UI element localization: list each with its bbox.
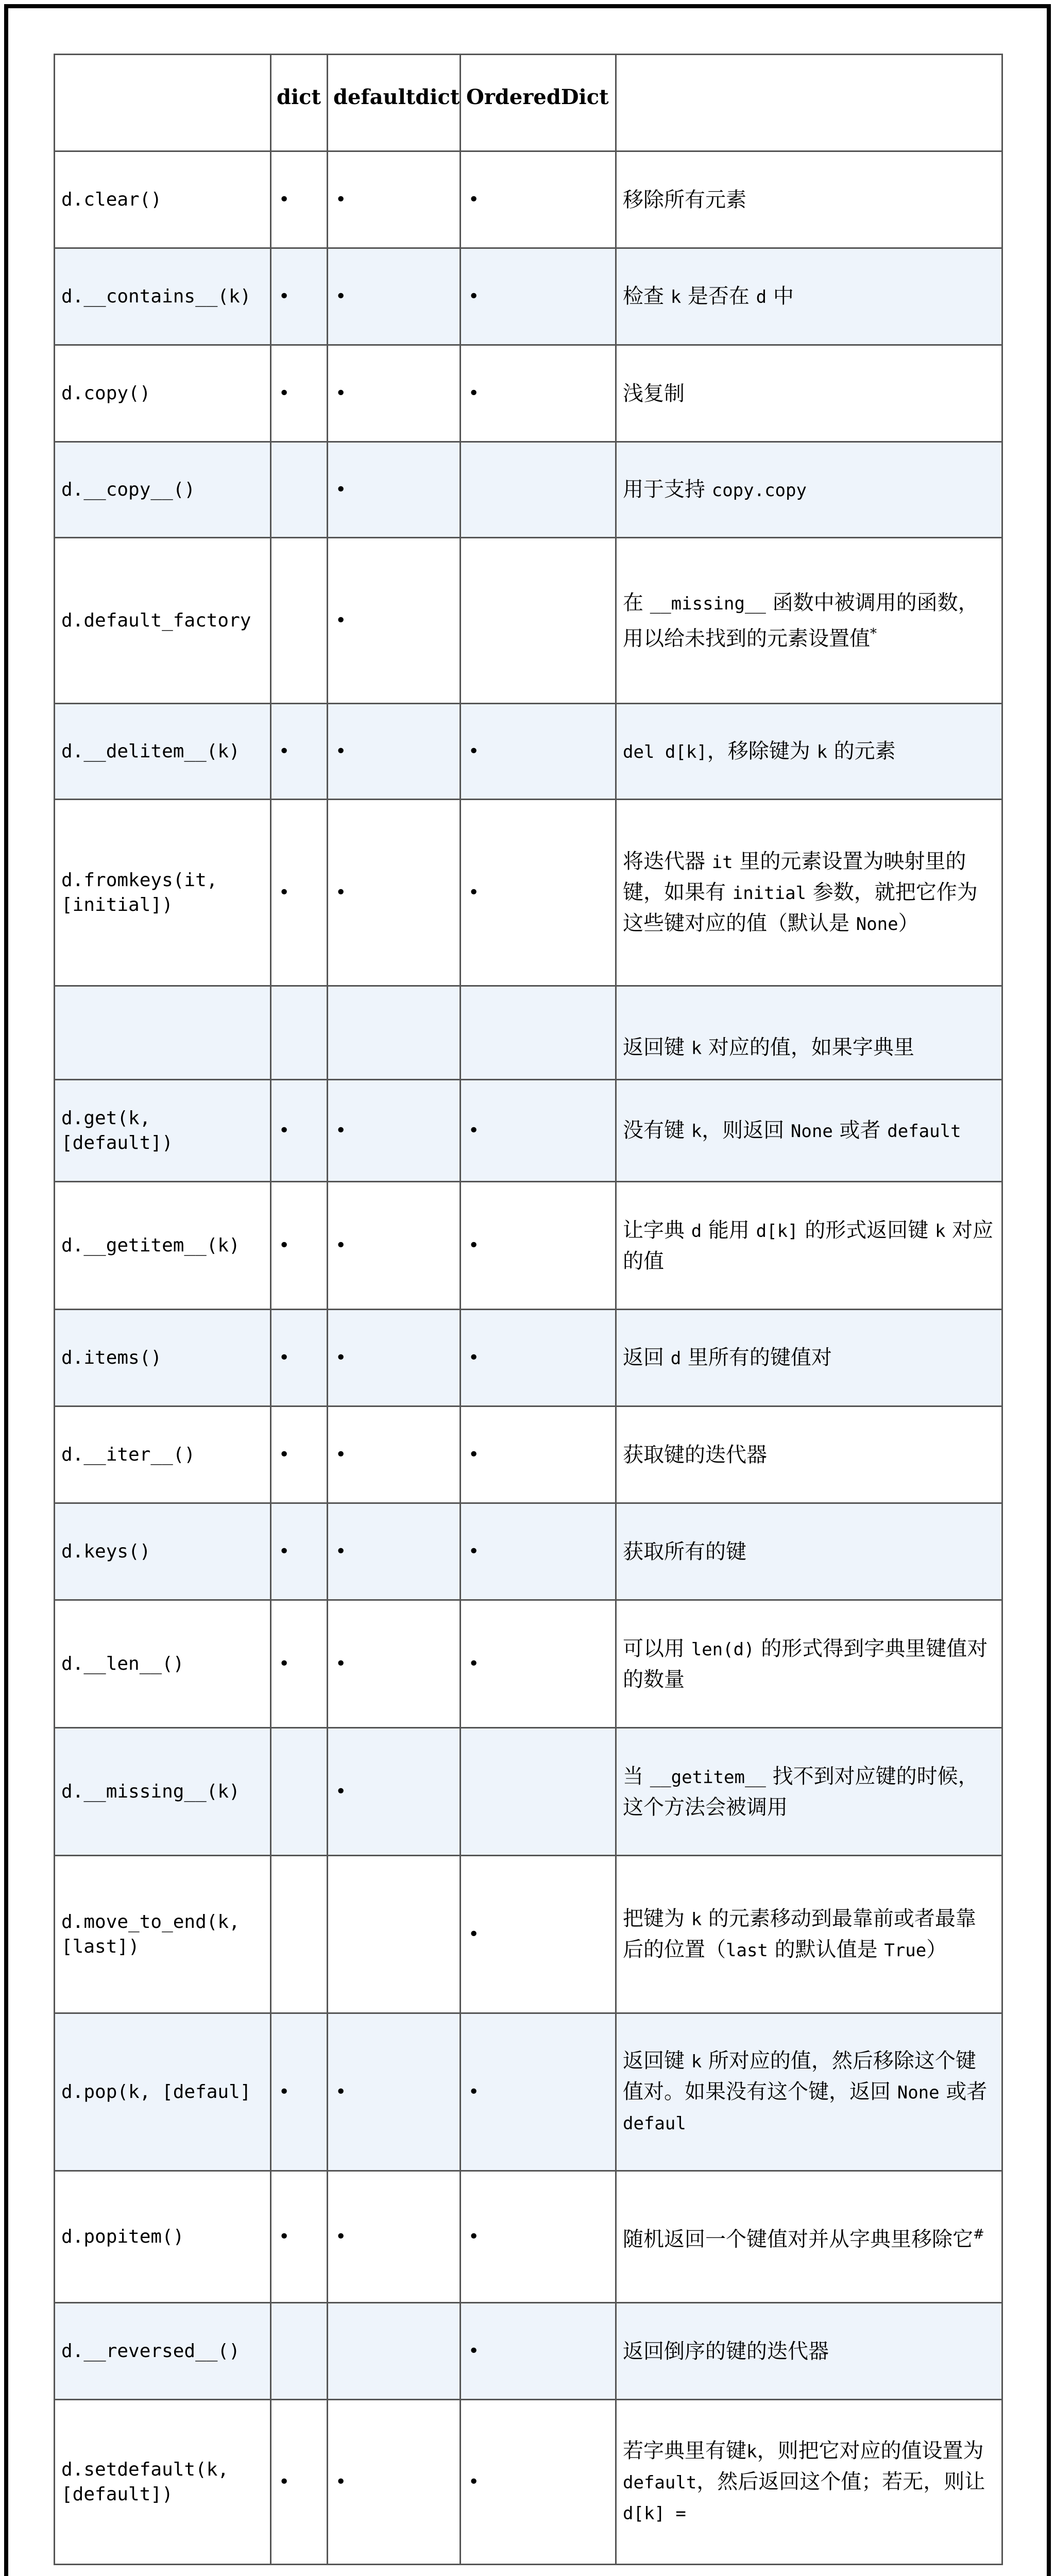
description-text: 没有键 (623, 1118, 691, 1142)
description-text: 用于支持 (623, 477, 712, 501)
description-text: 能用 (702, 1218, 756, 1242)
inline-code: defaul (623, 2113, 686, 2134)
method-description (616, 1728, 1002, 1856)
defaultdict-support-mark: • (328, 800, 461, 986)
inline-code: k (691, 2051, 702, 2072)
description-text: 随机返回一个键值对并从字典里移除它 (623, 2227, 973, 2251)
inline-code: None (856, 913, 898, 935)
method-name: d.get(k, [default]) (55, 1080, 271, 1182)
footnote-mark: * (870, 625, 877, 641)
method-name: d.__delitem__(k) (55, 704, 271, 800)
dict-support-mark: • (271, 2400, 328, 2565)
method-name: d.items() (55, 1310, 271, 1406)
ordereddict-support-mark: • (461, 1310, 616, 1406)
defaultdict-support-mark: • (328, 2171, 461, 2303)
inline-code: k (816, 741, 827, 762)
inline-code: del d[k] (623, 741, 707, 762)
mapping-methods-table-continued (54, 1079, 1003, 2565)
inline-code: k (691, 1909, 702, 1930)
method-description (616, 800, 1002, 986)
ordereddict-support-mark (461, 538, 616, 704)
inline-code: d[k] (756, 1221, 798, 1242)
description-text: 返回键 (623, 1035, 691, 1059)
method-description (616, 538, 1002, 704)
method-description (616, 345, 1002, 442)
ordereddict-support-mark (461, 442, 616, 538)
ordereddict-support-mark: • (461, 1080, 616, 1182)
defaultdict-support-mark: • (328, 1310, 461, 1406)
description-text: ） (898, 911, 919, 935)
defaultdict-support-mark: • (328, 1503, 461, 1600)
dict-support-mark: • (271, 1310, 328, 1406)
method-description (616, 2013, 1002, 2171)
description-text: ，则返回 (702, 1118, 791, 1142)
description-text: 检查 (623, 284, 671, 308)
ordereddict-support-mark: • (461, 248, 616, 345)
dict-support-mark: • (271, 2171, 328, 2303)
defaultdict-support-mark: • (328, 151, 461, 248)
dict-support-mark: • (271, 2013, 328, 2171)
description-text: 对应的值，如果字典里 (702, 1035, 914, 1059)
method-description (616, 151, 1002, 248)
method-description (616, 1310, 1002, 1406)
header-method (55, 55, 271, 151)
inline-code: it (711, 852, 733, 873)
inline-code: copy.copy (711, 480, 807, 501)
description-text: 里所有的键值对 (681, 1345, 832, 1369)
inline-code: d (670, 1348, 682, 1369)
method-name: d.pop(k, [defaul] (55, 2013, 271, 2171)
table-row (55, 2171, 1002, 2303)
ordereddict-support-mark: • (461, 2400, 616, 2565)
method-description (616, 2303, 1002, 2400)
dict-support-mark (271, 1856, 328, 2013)
method-name: d.__contains__(k) (55, 248, 271, 345)
dict-support-mark: • (271, 345, 328, 442)
description-text: 返回倒序的键的迭代器 (623, 2339, 829, 2363)
method-name: d.fromkeys(it, [initial]) (55, 800, 271, 986)
description-text: 获取键的迭代器 (623, 1443, 767, 1467)
method-name: d.copy() (55, 345, 271, 442)
method-name: d.__iter__() (55, 1406, 271, 1503)
mapping-methods-table (54, 54, 1003, 1110)
inline-code: d[k] = (623, 2503, 686, 2524)
inline-code: None (790, 1121, 833, 1142)
table-row (55, 800, 1002, 986)
description-text: 所对应的值，然后移除这个键值对。如果没有这个键，返回 (623, 2048, 976, 2104)
defaultdict-support-mark: • (328, 442, 461, 538)
description-text: ，移除键为 (707, 739, 817, 763)
description-text: 的默认值是 (768, 1937, 884, 1961)
ordereddict-support-mark: • (461, 1600, 616, 1728)
inline-code: k (746, 2441, 757, 2462)
inline-code: True (884, 1940, 927, 1961)
table-row (55, 1406, 1002, 1503)
method-name: d.popitem() (55, 2171, 271, 2303)
method-name: d.__missing__(k) (55, 1728, 271, 1856)
description-text: 的元素 (827, 739, 896, 763)
inline-code: k (691, 1038, 702, 1059)
method-description (616, 1600, 1002, 1728)
dict-support-mark: • (271, 1503, 328, 1600)
description-text: 获取所有的键 (623, 1539, 746, 1564)
description-text: 找不到对应键的时候，这个方法会被调用 (623, 1764, 979, 1819)
table-page-1 (54, 54, 1001, 1059)
ordereddict-support-mark: • (461, 1406, 616, 1503)
dict-support-mark: • (271, 1080, 328, 1182)
defaultdict-support-mark (328, 2303, 461, 2400)
method-description (616, 1080, 1002, 1182)
dict-support-mark (271, 538, 328, 704)
defaultdict-support-mark: • (328, 1182, 461, 1310)
description-text: 浅复制 (623, 381, 685, 405)
description-text: 的形式返回键 (798, 1218, 935, 1242)
dict-support-mark: • (271, 1182, 328, 1310)
defaultdict-support-mark: • (328, 248, 461, 345)
dict-support-mark: • (271, 800, 328, 986)
table-row (55, 2400, 1002, 2565)
defaultdict-support-mark: • (328, 1600, 461, 1728)
method-name: d.__reversed__() (55, 2303, 271, 2400)
table-row (55, 538, 1002, 704)
method-name: d.__getitem__(k) (55, 1182, 271, 1310)
ordereddict-support-mark: • (461, 704, 616, 800)
header-dict: dict (271, 55, 328, 151)
description-text: 把键为 (623, 1906, 691, 1930)
description-text: 对应的值 (623, 1218, 994, 1273)
inline-code: None (897, 2082, 940, 2103)
description-text: 返回 (623, 1345, 671, 1369)
description-text: 参数，就把它作为这些键对应的值（默认是 (623, 880, 978, 935)
inline-code: default (623, 2472, 697, 2493)
method-description (616, 1182, 1002, 1310)
method-name: d.clear() (55, 151, 271, 248)
description-text: 是否在 (681, 284, 756, 308)
defaultdict-support-mark: • (328, 1080, 461, 1182)
description-text: 里的元素设置为映射里的键，如果有 (623, 849, 966, 904)
table-row (55, 1856, 1002, 2013)
method-name: d.setdefault(k, [default]) (55, 2400, 271, 2565)
method-description (616, 442, 1002, 538)
header-row (55, 55, 1002, 151)
dict-support-mark: • (271, 1600, 328, 1728)
defaultdict-support-mark: • (328, 2400, 461, 2565)
defaultdict-support-mark: • (328, 1406, 461, 1503)
description-text: ，然后返回这个值；若无，则让 (696, 2469, 985, 2494)
method-description (616, 704, 1002, 800)
method-description (616, 248, 1002, 345)
method-description (616, 1856, 1002, 2013)
table-row (55, 151, 1002, 248)
ordereddict-support-mark: • (461, 345, 616, 442)
description-text: 可以用 (623, 1636, 691, 1660)
method-name: d.default_factory (55, 538, 271, 704)
ordereddict-support-mark: • (461, 2013, 616, 2171)
inline-code: k (691, 1121, 702, 1142)
dict-support-mark: • (271, 1406, 328, 1503)
inline-code: __getitem__ (650, 1767, 766, 1788)
header-ordereddict: OrderedDict (461, 55, 616, 151)
ordereddict-support-mark: • (461, 2171, 616, 2303)
table-row (55, 442, 1002, 538)
dict-support-mark (271, 442, 328, 538)
table-row (55, 2013, 1002, 2171)
inline-code: k (934, 1221, 946, 1242)
defaultdict-support-mark: • (328, 1728, 461, 1856)
table-row (55, 345, 1002, 442)
description-text: 移除所有元素 (623, 188, 746, 212)
description-text: 若字典里有键 (623, 2438, 746, 2463)
inline-code: initial (732, 883, 807, 904)
defaultdict-support-mark: • (328, 704, 461, 800)
ordereddict-support-mark: • (461, 2303, 616, 2400)
description-text: ，则把它对应的值设置为 (757, 2438, 984, 2463)
table-row (55, 1080, 1002, 1182)
table-row (55, 1728, 1002, 1856)
defaultdict-support-mark: • (328, 2013, 461, 2171)
description-text: 的形式得到字典里键值对的数量 (623, 1636, 988, 1691)
description-text: 在 (623, 590, 650, 615)
dict-support-mark (271, 2303, 328, 2400)
method-description (616, 1406, 1002, 1503)
description-text: 函数中被调用的函数，用以给未找到的元素设置值 (623, 590, 979, 651)
method-description (616, 1503, 1002, 1600)
inline-code: len(d) (691, 1639, 755, 1660)
dict-support-mark: • (271, 704, 328, 800)
inline-code: d (756, 286, 767, 308)
dict-support-mark (271, 1728, 328, 1856)
inline-code: default (887, 1121, 961, 1142)
table-row (55, 1600, 1002, 1728)
table-row (55, 704, 1002, 800)
description-text: 中 (767, 284, 794, 308)
ordereddict-support-mark: • (461, 1856, 616, 2013)
dict-support-mark: • (271, 151, 328, 248)
inline-code: d (691, 1221, 702, 1242)
ordereddict-support-mark: • (461, 151, 616, 248)
table-row (55, 248, 1002, 345)
inline-code: k (670, 286, 682, 308)
description-text: ） (926, 1937, 947, 1961)
defaultdict-support-mark (328, 1856, 461, 2013)
table-page-2 (54, 1093, 1001, 2557)
table-row (55, 2303, 1002, 2400)
table-row (55, 1182, 1002, 1310)
table-row (55, 1310, 1002, 1406)
table-row (55, 1503, 1002, 1600)
ordereddict-support-mark: • (461, 1503, 616, 1600)
method-name: d.keys() (55, 1503, 271, 1600)
ordereddict-support-mark: • (461, 1182, 616, 1310)
defaultdict-support-mark: • (328, 345, 461, 442)
description-text: 让字典 (623, 1218, 691, 1242)
defaultdict-support-mark: • (328, 538, 461, 704)
description-text: 或者 (939, 2079, 988, 2104)
description-text: 的元素移动到最靠前或者最靠后的位置（ (623, 1906, 976, 1961)
ordereddict-support-mark: • (461, 800, 616, 986)
description-text: 当 (623, 1764, 650, 1788)
description-text: 返回键 (623, 2048, 691, 2073)
method-description (616, 2400, 1002, 2565)
description-text: 将迭代器 (623, 849, 712, 873)
header-description (616, 55, 1002, 151)
method-name: d.__copy__() (55, 442, 271, 538)
ordereddict-support-mark (461, 1728, 616, 1856)
dict-support-mark: • (271, 248, 328, 345)
header-defaultdict: defaultdict (328, 55, 461, 151)
method-name: d.__len__() (55, 1600, 271, 1728)
inline-code: __missing__ (650, 593, 766, 614)
inline-code: last (726, 1940, 768, 1961)
footnote-mark: # (973, 2226, 984, 2242)
description-text: 或者 (832, 1118, 888, 1142)
method-description (616, 2171, 1002, 2303)
method-name: d.move_to_end(k, [last]) (55, 1856, 271, 2013)
